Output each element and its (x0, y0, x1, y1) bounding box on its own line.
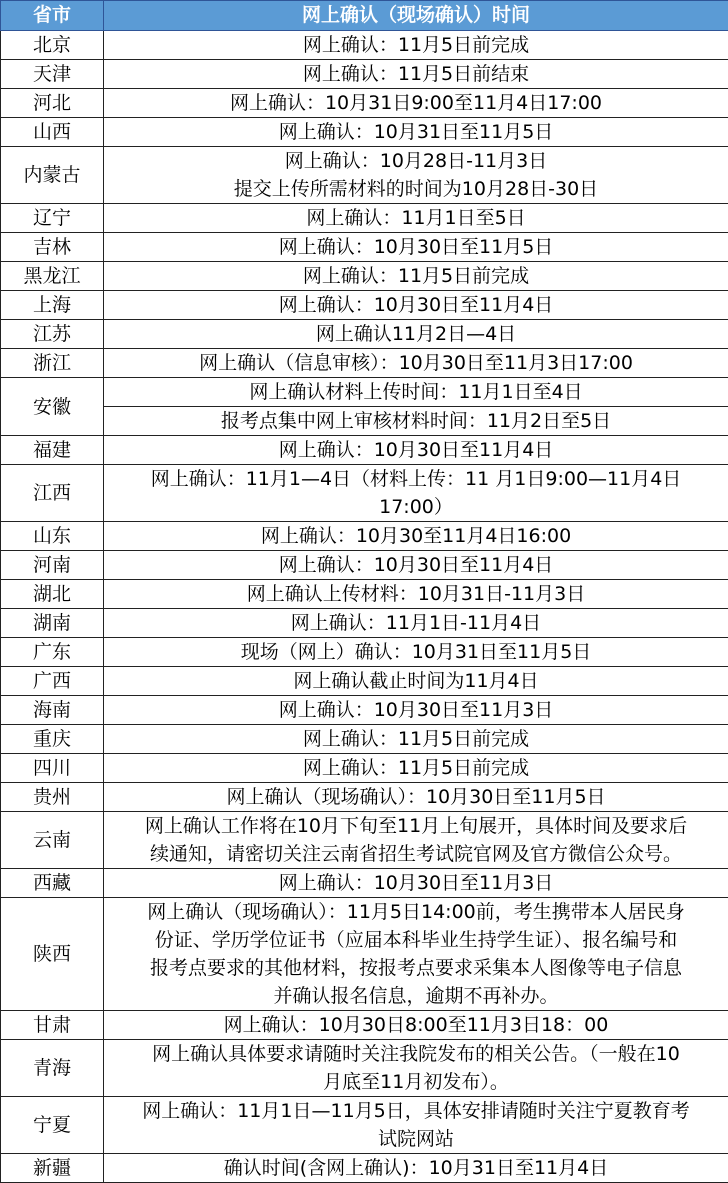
province-cell: 上海 (1, 291, 104, 320)
time-cell (104, 869, 728, 898)
province-cell: 广东 (1, 638, 104, 667)
time-line: 17:00） (107, 493, 725, 521)
table-row (1, 812, 728, 869)
time-cell (104, 233, 728, 262)
table-row (1, 233, 728, 262)
province-cell: 内蒙古 (1, 147, 104, 204)
table-row (1, 89, 728, 118)
table-row (1, 696, 728, 725)
time-line: 网上确认：11月1日-11月4日 (106, 609, 726, 637)
time-line: 网上确认：11月5日前完成 (106, 754, 726, 782)
table-row (1, 436, 728, 465)
time-cell (104, 262, 728, 291)
table-row (1, 638, 728, 667)
table-row (1, 147, 728, 204)
table-row (1, 783, 728, 812)
table-row (1, 1011, 728, 1040)
time-cell (104, 1097, 728, 1154)
province-cell: 云南 (1, 812, 104, 869)
time-line: 月底至11月初发布）。 (107, 1068, 725, 1096)
time-line: 网上确认：10月30日至11月4日 (106, 551, 726, 579)
time-line: 网上确认工作将在10月下旬至11月上旬展开，具体时间及要求后 (107, 812, 725, 840)
header-province: 省市 (1, 1, 104, 31)
time-line: 份证、学历学位证书（应届本科毕业生持学生证）、报名编号和 (107, 926, 725, 954)
header-row (1, 1, 728, 31)
time-line: 续通知，请密切关注云南省招生考试院官网及官方微信公众号。 (107, 840, 725, 868)
time-line: 网上确认11月2日—4日 (106, 320, 726, 348)
time-line: 网上确认：11月5日前完成 (106, 31, 726, 59)
time-line: 网上确认：11月1日至5日 (106, 204, 726, 232)
province-cell: 新疆 (1, 1154, 104, 1183)
time-line: 网上确认：10月30日至11月5日 (106, 233, 726, 261)
time-cell (104, 60, 728, 89)
province-cell: 山西 (1, 118, 104, 147)
time-line: 网上确认（现场确认）：11月5日14:00前，考生携带本人居民身 (107, 898, 725, 926)
table-row (1, 262, 728, 291)
table-row (1, 754, 728, 783)
time-line: 试院网站 (107, 1125, 725, 1153)
province-cell: 江西 (1, 465, 104, 522)
province-cell: 贵州 (1, 783, 104, 812)
time-line: 确认时间(含网上确认)：10月31日至11月4日 (106, 1154, 726, 1182)
table-row (1, 118, 728, 147)
time-line: 报考点要求的其他材料，按报考点要求采集本人图像等电子信息 (107, 954, 725, 982)
time-line: 网上确认截止时间为11月4日 (106, 667, 726, 695)
time-line: 网上确认：10月30日8:00至11月3日18：00 (106, 1011, 726, 1039)
province-cell: 北京 (1, 31, 104, 60)
table-row (1, 580, 728, 609)
time-line: 网上确认（信息审核）：10月30日至11月3日17:00 (106, 349, 726, 377)
table-row (1, 522, 728, 551)
time-line: 网上确认：11月1日—11月5日，具体安排请随时关注宁夏教育考 (107, 1097, 725, 1125)
time-cell (104, 812, 728, 869)
time-cell (104, 31, 728, 60)
table-row (1, 204, 728, 233)
table-row (1, 60, 728, 89)
province-cell: 吉林 (1, 233, 104, 262)
time-cell (104, 754, 728, 783)
province-cell: 河北 (1, 89, 104, 118)
province-cell: 浙江 (1, 349, 104, 378)
province-cell: 天津 (1, 60, 104, 89)
time-line: 网上确认：10月30日至11月3日 (106, 696, 726, 724)
time-cell (104, 291, 728, 320)
province-cell: 青海 (1, 1040, 104, 1097)
province-cell: 湖北 (1, 580, 104, 609)
province-cell: 甘肃 (1, 1011, 104, 1040)
time-line: 网上确认具体要求请随时关注我院发布的相关公告。（一般在10 (107, 1040, 725, 1068)
table-row (1, 465, 728, 522)
province-cell: 黑龙江 (1, 262, 104, 291)
time-cell (104, 436, 728, 465)
province-cell: 安徽 (1, 378, 104, 436)
table-row (1, 667, 728, 696)
table-body (1, 31, 728, 1183)
time-cell (104, 638, 728, 667)
time-line: 网上确认材料上传时间：11月1日至4日 (104, 378, 728, 406)
time-line: 现场（网上）确认：10月31日至11月5日 (106, 638, 726, 666)
province-cell: 陕西 (1, 898, 104, 1011)
time-cell (104, 609, 728, 638)
province-cell: 湖南 (1, 609, 104, 638)
time-line: 网上确认：11月5日前结束 (106, 60, 726, 88)
time-cell (104, 378, 728, 436)
table-row (1, 725, 728, 754)
province-cell: 福建 (1, 436, 104, 465)
province-cell: 广西 (1, 667, 104, 696)
time-cell (104, 551, 728, 580)
table-row (1, 1154, 728, 1183)
time-line: 网上确认（现场确认）：10月30日至11月5日 (106, 783, 726, 811)
time-cell (104, 118, 728, 147)
table-row (1, 898, 728, 1011)
province-cell: 四川 (1, 754, 104, 783)
time-cell (104, 1040, 728, 1097)
time-cell (104, 725, 728, 754)
province-cell: 江苏 (1, 320, 104, 349)
time-line: 网上确认：10月31日9:00至11月4日17:00 (106, 89, 726, 117)
time-line: 网上确认：11月5日前完成 (106, 262, 726, 290)
province-cell: 重庆 (1, 725, 104, 754)
table-row (1, 320, 728, 349)
province-cell: 西藏 (1, 869, 104, 898)
time-cell (104, 1011, 728, 1040)
time-line: 网上确认：11月1—4日（材料上传：11 月1日9:00—11月4日 (107, 465, 725, 493)
province-cell: 山东 (1, 522, 104, 551)
time-cell (104, 147, 728, 204)
time-line: 网上确认：10月30日至11月3日 (106, 869, 726, 897)
time-cell (104, 349, 728, 378)
time-cell (104, 898, 728, 1011)
time-line: 提交上传所需材料的时间为10月28日-30日 (106, 175, 726, 203)
time-line: 网上确认：10月30日至11月4日 (106, 291, 726, 319)
province-cell: 辽宁 (1, 204, 104, 233)
province-cell: 宁夏 (1, 1097, 104, 1154)
time-line: 网上确认：10月28日-11月3日 (106, 147, 726, 175)
time-cell (104, 320, 728, 349)
time-line: 网上确认：11月5日前完成 (106, 725, 726, 753)
time-line: 报考点集中网上审核材料时间：11月2日至5日 (104, 406, 728, 435)
time-cell (104, 522, 728, 551)
table-row (1, 609, 728, 638)
header-time: 网上确认（现场确认）时间 (104, 1, 728, 31)
time-line: 并确认报名信息，逾期不再补办。 (107, 982, 725, 1010)
time-cell (104, 783, 728, 812)
table-row (1, 291, 728, 320)
table-row (1, 31, 728, 60)
time-cell (104, 696, 728, 725)
table-row (1, 551, 728, 580)
time-cell (104, 204, 728, 233)
time-cell (104, 1154, 728, 1183)
time-cell (104, 667, 728, 696)
time-cell (104, 465, 728, 522)
province-cell: 河南 (1, 551, 104, 580)
time-line: 网上确认：10月31日至11月5日 (106, 118, 726, 146)
table-row (1, 378, 728, 436)
table-row (1, 1097, 728, 1154)
table-row (1, 349, 728, 378)
province-cell: 海南 (1, 696, 104, 725)
time-cell (104, 89, 728, 118)
table-row (1, 1040, 728, 1097)
time-line: 网上确认上传材料：10月31日-11月3日 (106, 580, 726, 608)
table-row (1, 869, 728, 898)
time-line: 网上确认：10月30日至11月4日 (106, 436, 726, 464)
time-line: 网上确认：10月30至11月4日16:00 (106, 522, 726, 550)
time-cell (104, 580, 728, 609)
